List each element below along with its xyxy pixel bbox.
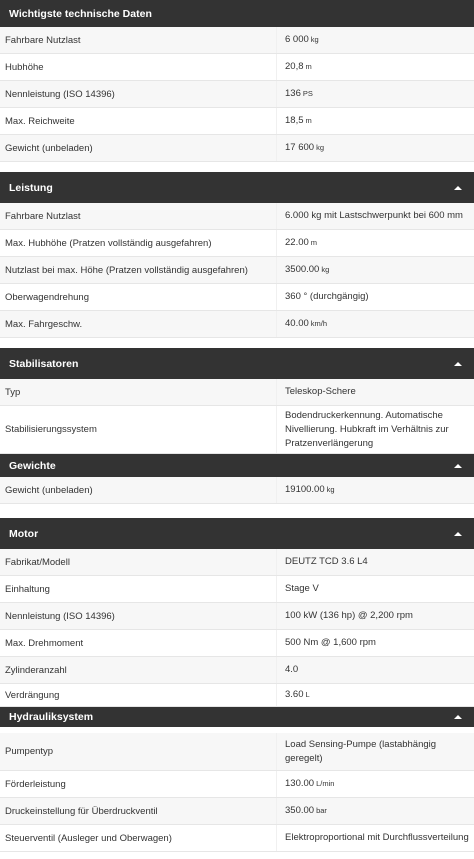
- spec-section-main: [0, 0, 474, 162]
- row-value: [276, 771, 474, 797]
- section-title: Hydrauliksystem: [9, 711, 94, 723]
- table-row: [0, 733, 474, 771]
- table-row: [0, 477, 474, 504]
- section-header-stabilisatoren[interactable]: [0, 348, 474, 379]
- section-title: Motor: [9, 527, 39, 540]
- table-row: [0, 203, 474, 230]
- row-label: Max. Fahrgeschw.: [5, 318, 83, 330]
- section-header-main[interactable]: [0, 0, 474, 27]
- table-row: [0, 406, 474, 454]
- value-text: 6 000: [285, 34, 309, 45]
- table-row: [0, 576, 474, 603]
- table-row: [0, 630, 474, 657]
- table-row: [0, 657, 474, 684]
- table-row: [0, 257, 474, 284]
- value-unit: m: [305, 62, 312, 71]
- value-text: Elektroproportional mit Durchflussverteilung: [285, 832, 469, 843]
- row-value: [276, 230, 474, 256]
- row-value: [276, 108, 474, 134]
- value-text: 18,5: [285, 115, 304, 126]
- spec-table: [0, 27, 474, 162]
- section-header-gewichte[interactable]: [0, 454, 474, 477]
- table-row: [0, 108, 474, 135]
- value-text: Bodendruckerkennung. Automatische Nivellierung. Hubkraft im Verhältnis zur Pratzenverlängerung: [285, 409, 449, 449]
- value-text: 17 600: [285, 142, 315, 153]
- value-unit: bar: [316, 806, 327, 815]
- value-text: 3.60: [285, 689, 304, 700]
- row-label: Zylinderanzahl: [5, 664, 67, 676]
- row-label: Gewicht (unbeladen): [5, 484, 93, 496]
- table-row: [0, 135, 474, 162]
- value-unit: kg: [316, 143, 324, 152]
- row-label: Steuerventil (Ausleger und Oberwagen): [5, 832, 172, 844]
- value-text: DEUTZ TCD 3.6 L4: [285, 556, 368, 567]
- section-header-leistung[interactable]: [0, 172, 474, 203]
- row-value: [276, 630, 474, 656]
- row-label: Oberwagendrehung: [5, 291, 89, 303]
- chevron-up-icon[interactable]: [454, 532, 462, 536]
- value-text: 6.000 kg mit Lastschwerpunkt bei 600 mm: [285, 210, 463, 221]
- section-title: Wichtigste technische Daten: [9, 7, 152, 20]
- value-text: 360 ° (durchgängig): [285, 291, 369, 302]
- value-unit: kg: [321, 265, 330, 274]
- row-value: [276, 27, 474, 53]
- value-unit: L/min: [316, 779, 335, 788]
- row-label: Fabrikat/Modell: [5, 556, 70, 568]
- chevron-up-icon[interactable]: [454, 362, 462, 366]
- spec-table: [0, 477, 474, 504]
- table-row: [0, 81, 474, 108]
- table-row: [0, 798, 474, 825]
- chevron-up-icon[interactable]: [454, 464, 462, 468]
- value-text: 136: [285, 88, 301, 99]
- row-value: [276, 603, 474, 629]
- row-label: Förderleistung: [5, 778, 66, 790]
- table-row: [0, 379, 474, 406]
- value-text: 19100.00: [285, 484, 325, 495]
- table-row: [0, 284, 474, 311]
- table-row: [0, 311, 474, 338]
- spec-table: [0, 203, 474, 338]
- value-text: 40.00: [285, 318, 309, 329]
- row-value: [276, 81, 474, 107]
- row-label: Einhaltung: [5, 583, 50, 595]
- value-unit: kg: [310, 35, 319, 44]
- section-gap: [0, 162, 474, 172]
- row-label: Stabilisierungssystem: [5, 424, 97, 435]
- value-unit: PS: [302, 89, 313, 98]
- section-header-motor[interactable]: [0, 518, 474, 549]
- section-title: Gewichte: [9, 459, 56, 472]
- row-value: [276, 257, 474, 283]
- row-label: Nennleistung (ISO 14396): [5, 610, 115, 622]
- value-text: 130.00: [285, 778, 315, 789]
- table-row: [0, 603, 474, 630]
- section-gap: [0, 504, 474, 518]
- value-text: 4.0: [285, 664, 299, 675]
- section-header-hydraulik[interactable]: [0, 707, 474, 727]
- row-label: Max. Hubhöhe (Pratzen vollständig ausgefahren): [5, 237, 212, 249]
- value-text: 3500.00: [285, 264, 320, 275]
- row-value: [276, 284, 474, 310]
- row-value: [276, 733, 474, 770]
- table-row: [0, 771, 474, 798]
- row-label: Gewicht (unbeladen): [5, 142, 93, 154]
- row-value: [276, 825, 474, 851]
- row-label: Nutzlast bei max. Höhe (Pratzen vollständig ausgefahren): [5, 264, 248, 276]
- row-label: Nennleistung (ISO 14396): [5, 88, 115, 100]
- table-row: [0, 27, 474, 54]
- section-title: Stabilisatoren: [9, 357, 79, 370]
- row-value: [276, 798, 474, 824]
- row-label: Fahrbare Nutzlast: [5, 210, 81, 222]
- value-text: Load Sensing-Pumpe (lastabhängig geregelt): [285, 738, 437, 764]
- table-row: [0, 684, 474, 707]
- row-label: Typ: [5, 386, 21, 398]
- spec-section-stabilisatoren: [0, 348, 474, 454]
- row-value: [276, 576, 474, 602]
- table-row: [0, 825, 474, 852]
- value-text: Stage V: [285, 583, 319, 594]
- row-value: [276, 135, 474, 161]
- value-text: 350.00: [285, 805, 315, 816]
- row-value: [276, 477, 474, 503]
- chevron-up-icon[interactable]: [454, 715, 462, 719]
- row-value: [276, 406, 474, 453]
- row-label: Verdrängung: [5, 689, 60, 701]
- row-label: Max. Drehmoment: [5, 637, 84, 649]
- table-row: [0, 54, 474, 81]
- spec-section-gewichte: [0, 454, 474, 504]
- chevron-up-icon[interactable]: [454, 186, 462, 190]
- spec-table: [0, 379, 474, 454]
- value-unit: m: [310, 238, 318, 247]
- table-row: [0, 549, 474, 576]
- table-row: [0, 230, 474, 257]
- section-title: Leistung: [9, 181, 53, 194]
- section-gap: [0, 338, 474, 348]
- row-label: Fahrbare Nutzlast: [5, 34, 81, 46]
- row-value: [276, 657, 474, 683]
- row-label: Druckeinstellung für Überdruckventil: [5, 805, 158, 817]
- spec-section-motor: [0, 518, 474, 707]
- row-value: [276, 684, 474, 706]
- row-value: [276, 549, 474, 575]
- spec-section-leistung: [0, 172, 474, 338]
- row-value: [276, 311, 474, 337]
- value-text: 20,8: [285, 61, 304, 72]
- row-value: [276, 379, 474, 405]
- spec-section-hydraulik: [0, 707, 474, 852]
- spec-table: [0, 549, 474, 707]
- row-label: Pumpentyp: [5, 746, 54, 757]
- value-unit: km/h: [310, 319, 328, 328]
- row-value: [276, 203, 474, 229]
- value-unit: L: [305, 690, 310, 699]
- value-text: 22.00: [285, 237, 309, 248]
- value-unit: m: [305, 116, 312, 125]
- value-unit: kg: [326, 485, 335, 494]
- row-label: Max. Reichweite: [5, 115, 75, 127]
- spec-table: [0, 733, 474, 852]
- row-value: [276, 54, 474, 80]
- value-text: 100 kW (136 hp) @ 2,200 rpm: [285, 610, 413, 621]
- value-text: 500 Nm @ 1,600 rpm: [285, 637, 376, 648]
- value-text: Teleskop-Schere: [285, 386, 356, 397]
- row-label: Hubhöhe: [5, 61, 44, 73]
